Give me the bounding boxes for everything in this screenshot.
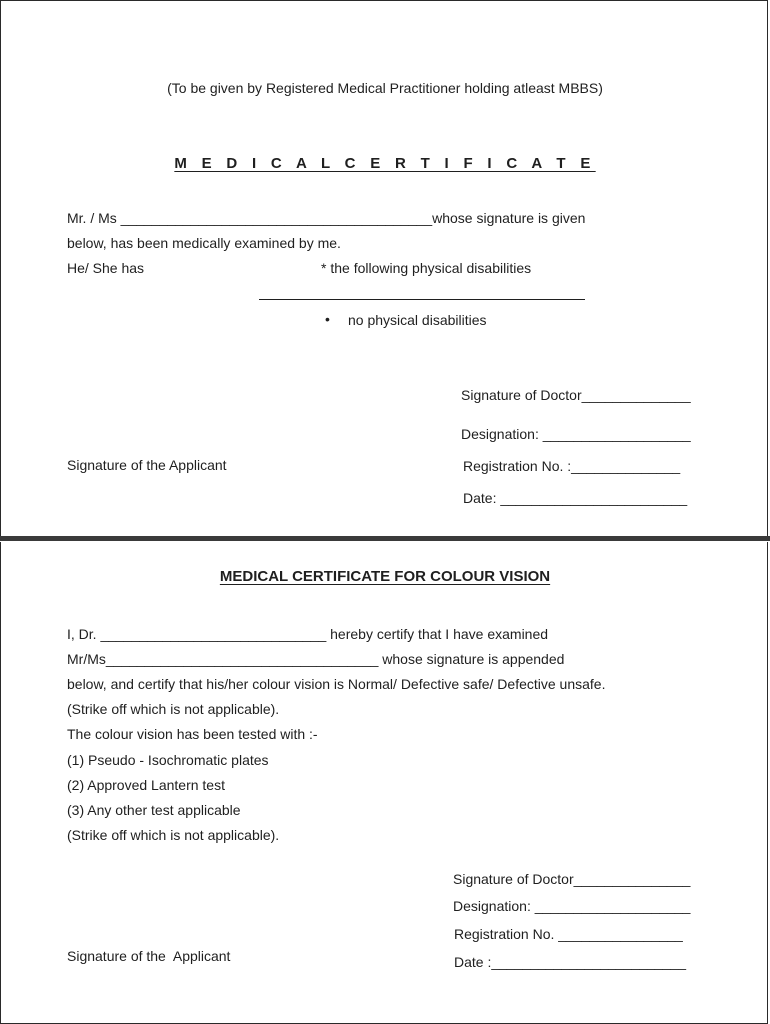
date-field: Date: ________________________ [463, 490, 688, 506]
certificate-title: M E D I C A L C E R T I F I C A T E [174, 155, 596, 172]
strike-off-note: (Strike off which is not applicable). [67, 827, 280, 843]
doctor-signature-field: Signature of Doctor_______________ [453, 871, 691, 887]
test-item: (1) Pseudo - Isochromatic plates [67, 752, 269, 768]
bullet-icon: • [325, 311, 330, 327]
registration-field: Registration No. ________________ [454, 926, 683, 942]
physical-disabilities-option: * the following physical disabilities [321, 260, 532, 276]
tests-intro: The colour vision has been tested with :- [67, 726, 318, 742]
doctor-signature-field: Signature of Doctor______________ [461, 387, 691, 403]
registration-field: Registration No. :______________ [463, 458, 681, 474]
test-item: (3) Any other test applicable [67, 802, 241, 818]
applicant-name-line: Mr. / Ms ________________________________________whose signature is given [67, 210, 586, 226]
doctor-name-line: I, Dr. _____________________________ hereby certify that I have examined [67, 626, 549, 642]
page-divider [0, 536, 770, 541]
applicant-signature-label: Signature of the Applicant [67, 948, 231, 964]
strike-off-note: (Strike off which is not applicable). [67, 701, 280, 717]
colour-vision-title: MEDICAL CERTIFICATE FOR COLOUR VISION [219, 568, 551, 585]
designation-field: Designation: ___________________ [461, 426, 691, 442]
examined-statement: below, has been medically examined by me. [67, 235, 341, 251]
disabilities-blank-line [259, 299, 585, 300]
colour-vision-certificate-page [0, 542, 768, 1024]
designation-field: Designation: ____________________ [453, 898, 691, 914]
date-field: Date :_________________________ [454, 954, 687, 970]
colour-vision-statement: below, and certify that his/her colour vision is Normal/ Defective safe/ Defective unsafe. [67, 676, 606, 692]
no-disabilities-option: no physical disabilities [348, 312, 487, 328]
applicant-signature-label: Signature of the Applicant [67, 457, 227, 473]
he-she-has-label: He/ She has [67, 260, 145, 276]
instruction-text: (To be given by Registered Medical Practitioner holding atleast MBBS) [167, 80, 603, 96]
test-item: (2) Approved Lantern test [67, 777, 225, 793]
applicant-name-line: Mr/Ms___________________________________ whose signature is appended [67, 651, 565, 667]
